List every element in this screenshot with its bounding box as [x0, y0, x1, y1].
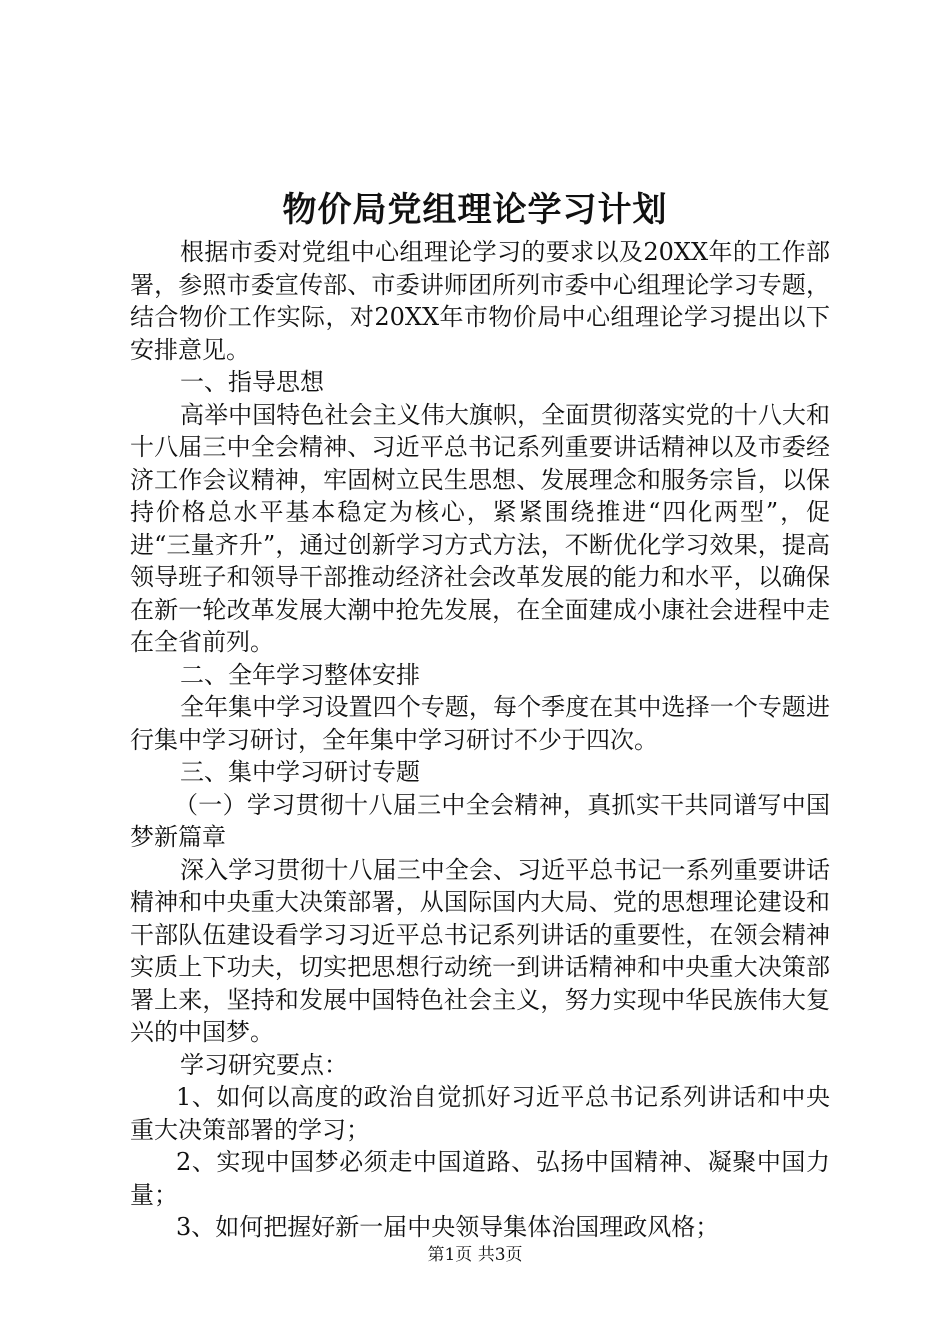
document-body [130, 236, 830, 1244]
guiding-thought-paragraph: 高举中国特色社会主义伟大旗帜，全面贯彻落实党的十八大和十八届三中全会精神、习近平总书记系列重要讲话精神以及市委经济工作会议精神，牢固树立民生思想、发展理念和服务宗旨，以保持价格总水平基本稳定为核心，紧紧围绕推进“四化两型”，促进“三量齐升”，通过创新学习方式方法，不断优化学习效果，提高领导班子和领导干部推动经济社会改革发展的能力和水平，以确保在新一轮改革发展大潮中抢先发展，在全面建成小康社会进程中走在全省前列。 [130, 400, 830, 656]
study-point-item: 1、如何以高度的政治自觉抓好习近平总书记系列讲话和中央重大决策部署的学习； [130, 1083, 830, 1144]
topic-one-heading: （一）学习贯彻十八届三中全会精神，真抓实干共同谱写中国梦新篇章 [130, 790, 830, 851]
study-points-heading: 学习研究要点： [180, 1050, 348, 1079]
page-number-footer: 第1页 共3页 [427, 1245, 523, 1265]
section-heading-study-topics: 三、集中学习研讨专题 [180, 758, 420, 786]
intro-paragraph: 根据市委对党组中心组理论学习的要求以及20XX年的工作部署，参照市委宣传部、市委讲师团所列市委中心组理论学习专题，结合物价工作实际，对20XX年市物价局中心组理论学习提出以下安排意见。 [130, 238, 830, 364]
page-title: 物价局党组理论学习计划 [282, 190, 668, 230]
study-point-item: 3、如何把握好新一届中央领导集体治国理政风格； [176, 1213, 720, 1241]
section-heading-guiding-thought: 一、指导思想 [180, 368, 324, 396]
topic-one-paragraph: 深入学习贯彻十八届三中全会、习近平总书记一系列重要讲话精神和中央重大决策部署，从国际国内大局、党的思想理论建设和干部队伍建设看学习习近平总书记系列讲话的重要性，在领会精神实质上下功夫，切实把思想行动统一到讲话精神和中央重大决策部署上来，坚持和发展中国特色社会主义，努力实现中华民族伟大复兴的中国梦。 [130, 855, 830, 1046]
study-point-item: 2、实现中国梦必须走中国道路、弘扬中国精神、凝聚中国力量； [130, 1148, 830, 1209]
section-heading-annual-arrangement: 二、全年学习整体安排 [180, 660, 420, 689]
annual-arrangement-paragraph: 全年集中学习设置四个专题，每个季度在其中选择一个专题进行集中学习研讨，全年集中学习研讨不少于四次。 [130, 693, 830, 754]
